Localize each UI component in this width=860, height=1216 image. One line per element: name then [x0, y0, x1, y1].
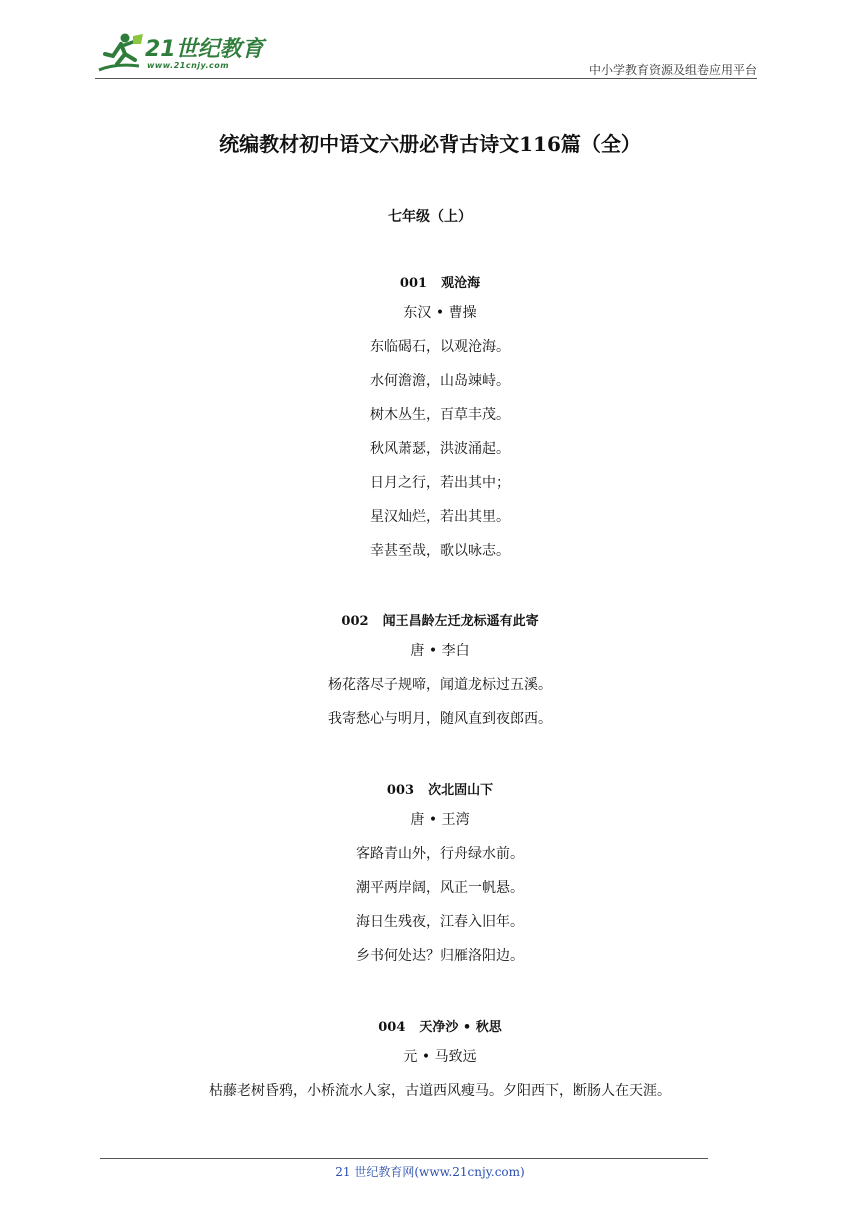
poem-number: 002 [341, 614, 369, 629]
document-title: 统编教材初中语文六册必背古诗文116篇（全） [219, 132, 641, 156]
header-divider [95, 78, 757, 79]
poem-author: 唐 • 王湾 [410, 812, 470, 828]
poem-section [0, 274, 860, 568]
platform-tagline: 中小学教育资源及组卷应用平台 [588, 63, 757, 77]
poem-line: 东临碣石，以观沧海。 [370, 339, 510, 355]
poem-number: 001 [399, 276, 428, 291]
poem-line: 客路青山外，行舟绿水前。 [356, 846, 524, 862]
poem-line: 日月之行，若出其中； [370, 475, 510, 491]
poem-line: 乡书何处达？归雁洛阳边。 [356, 948, 524, 964]
poem-line: 树木丛生，百草丰茂。 [370, 407, 510, 423]
poem-section [0, 1018, 860, 1108]
poem-line: 潮平两岸阔，风正一帆悬。 [356, 880, 524, 896]
poem-line: 水何澹澹，山岛竦峙。 [370, 373, 510, 389]
poem-line: 星汉灿烂，若出其里。 [370, 509, 510, 525]
poem-number: 003 [386, 783, 415, 798]
poem-title: 天净沙 • 秋思 [419, 1020, 502, 1035]
poem-title: 闻王昌龄左迁龙标遥有此寄 [382, 614, 539, 629]
poem-line: 幸甚至哉，歌以咏志。 [370, 543, 510, 559]
site-logo[interactable] [95, 30, 265, 78]
poem-section [0, 781, 860, 973]
footer-link[interactable]: 21 世纪教育网(www.21cnjy.com) [335, 1165, 525, 1179]
poem-line: 海日生残夜，江春入旧年。 [356, 914, 524, 930]
logo-text: 21世纪教育 [145, 37, 264, 62]
poem-line: 枯藤老树昏鸦，小桥流水人家，古道西风瘦马。夕阳西下，断肠人在天涯。 [209, 1083, 671, 1099]
poem-heading [0, 274, 860, 294]
poem-author: 东汉 • 曹操 [403, 305, 477, 321]
poem-number: 004 [378, 1020, 406, 1035]
poem-heading [0, 612, 860, 632]
poem-author: 唐 • 李白 [410, 643, 470, 659]
footer-divider [100, 1158, 708, 1159]
grade-heading: 七年级（上） [388, 209, 472, 225]
poem-heading [0, 1018, 860, 1038]
runner-logo-icon [95, 30, 147, 76]
poem-heading [0, 781, 860, 801]
poem-author: 元 • 马致远 [403, 1049, 477, 1065]
poem-line: 我寄愁心与明月，随风直到夜郎西。 [328, 711, 552, 727]
poem-title: 次北固山下 [428, 783, 494, 798]
page-header [95, 30, 757, 80]
poem-title: 观沧海 [441, 276, 481, 291]
poem-line: 秋风萧瑟，洪波涌起。 [370, 441, 510, 457]
poem-line: 杨花落尽子规啼，闻道龙标过五溪。 [328, 677, 552, 693]
logo-url: www.21cnjy.com [147, 61, 230, 70]
poem-section [0, 612, 860, 736]
